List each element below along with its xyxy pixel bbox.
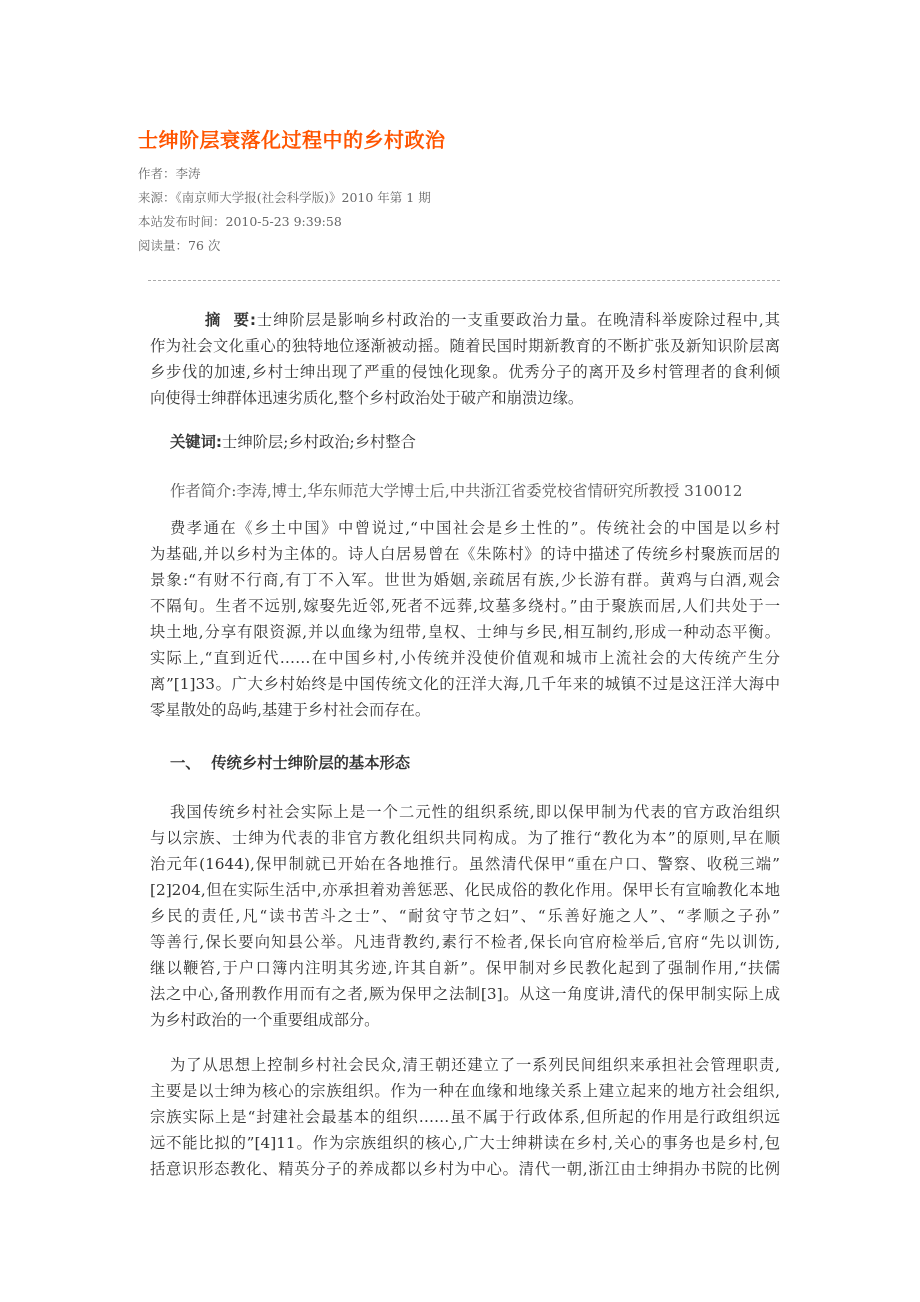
paragraph-line: 为了从思想上控制乡村社会民众,清王朝还建立了一系列民间组织来承担社会管理职责,	[170, 1056, 780, 1074]
paragraph-line: 费孝通在《乡土中国》中曾说过,“中国社会是乡土性的”。传统社会的中国是以乡村	[170, 519, 780, 537]
keywords	[170, 429, 416, 455]
keywords-label: 关键词:	[170, 433, 223, 451]
paragraph-line: 括意识形态教化、精英分子的养成都以乡村为中心。清代一朝,浙江由士绅捐办书院的比例	[150, 1160, 780, 1178]
paragraph-line: 治元年(1644),保甲制就已开始在各地推行。虽然清代保甲“重在户口、警察、收税三端”	[150, 855, 780, 873]
paragraph-3	[150, 1052, 780, 1182]
paragraph-2	[150, 799, 780, 1033]
abstract-label: 摘 要:	[205, 311, 256, 329]
paragraph-line: 不隔旬。生者不远别,嫁娶先近邻,死者不远葬,坟墓多绕村。”由于聚族而居,人们共处于一	[150, 597, 780, 615]
keywords-text: 士绅阶层;乡村政治;乡村整合	[222, 433, 416, 451]
paragraph-line: 为基础,并以乡村为主体的。诗人白居易曾在《朱陈村》的诗中描述了传统乡村聚族而居的	[150, 545, 780, 563]
paragraph-line: 远不能比拟的”[4]11。作为宗族组织的核心,广大士绅耕读在乡村,关心的事务也是乡村,包	[150, 1134, 780, 1152]
section-heading: 一、 传统乡村士绅阶层的基本形态	[170, 754, 411, 772]
abstract-line: 作为社会文化重心的独特地位逐渐被动摇。随着民国时期新教育的不断扩张及新知识阶层离	[150, 337, 780, 355]
author-intro: 作者简介:李涛,博士,华东师范大学博士后,中共浙江省委党校省情研究所教授 310012	[170, 482, 743, 500]
abstract-line: 乡步伐的加速,乡村士绅出现了严重的侵蚀化现象。优秀分子的离开及乡村管理者的食利倾	[150, 363, 780, 381]
paragraph-line: [2]204,但在实际生活中,亦承担着劝善惩恶、化民成俗的教化作用。保甲长有宣喻教化本地	[150, 881, 780, 899]
paragraph-line: 乡民的责任,凡“读书苦斗之士”、“耐贫守节之妇”、“乐善好施之人”、“孝顺之子孙”	[150, 907, 780, 925]
paragraph-line: 与以宗族、士绅为代表的非官方教化组织共同构成。为了推行“教化为本”的原则,早在顺	[150, 829, 780, 847]
paragraph-line: 为乡村政治的一个重要组成部分。	[150, 1011, 380, 1029]
meta-author: 作者：李涛	[138, 166, 201, 181]
meta-source: 来源：《南京师大学报(社会科学版)》2010 年第 1 期	[138, 190, 431, 205]
abstract	[150, 307, 780, 411]
divider	[148, 280, 780, 281]
paragraph-line: 我国传统乡村社会实际上是一个二元性的组织系统,即以保甲制为代表的官方政治组织	[170, 803, 780, 821]
meta-read-count: 阅读量：76 次	[138, 238, 221, 253]
abstract-line: 向使得士绅群体迅速劣质化,整个乡村政治处于破产和崩溃边缘。	[150, 389, 584, 407]
paragraph-line: 块土地,分享有限资源,并以血缘为纽带,皇权、士绅与乡民,相互制约,形成一种动态平衡。	[150, 623, 780, 641]
paragraph-line: 继以鞭笞,于户口簿内注明其劣迹,许其自新”。保甲制对乡民教化起到了强制作用,“扶儒	[150, 959, 780, 977]
paragraph-line: 宗族实际上是“封建社会最基本的组织……虽不属于行政体系,但所起的作用是行政组织远	[150, 1108, 780, 1126]
paragraph-line: 零星散处的岛屿,基建于乡村社会而存在。	[150, 701, 431, 719]
paragraph-line: 离”[1]33。广大乡村始终是中国传统文化的汪洋大海,几千年来的城镇不过是这汪洋大海中	[150, 675, 780, 693]
paragraph-1	[150, 515, 780, 723]
paragraph-line: 法之中心,备刑教作用而有之者,厥为保甲之法制[3]。从这一角度讲,清代的保甲制实际上成	[150, 985, 780, 1003]
paragraph-line: 景象:“有财不行商,有丁不入军。世世为婚姻,亲疏居有族,少长游有群。黄鸡与白酒,观会	[150, 571, 780, 589]
paragraph-line: 实际上,“直到近代……在中国乡村,小传统并没使价值观和城市上流社会的大传统产生分	[150, 649, 780, 667]
article-title: 士绅阶层衰落化过程中的乡村政治	[138, 128, 446, 152]
paragraph-line: 主要是以士绅为核心的宗族组织。作为一种在血缘和地缘关系上建立起来的地方社会组织,	[150, 1082, 780, 1100]
abstract-text: 士绅阶层是影响乡村政治的一支重要政治力量。在晚清科举废除过程中,其	[255, 311, 780, 329]
meta-publish-time: 本站发布时间：2010-5-23 9:39:58	[138, 214, 342, 229]
paragraph-line: 等善行,保长要向知县公举。凡违背教约,素行不检者,保长向官府检举后,官府“先以训饬,	[150, 933, 780, 951]
